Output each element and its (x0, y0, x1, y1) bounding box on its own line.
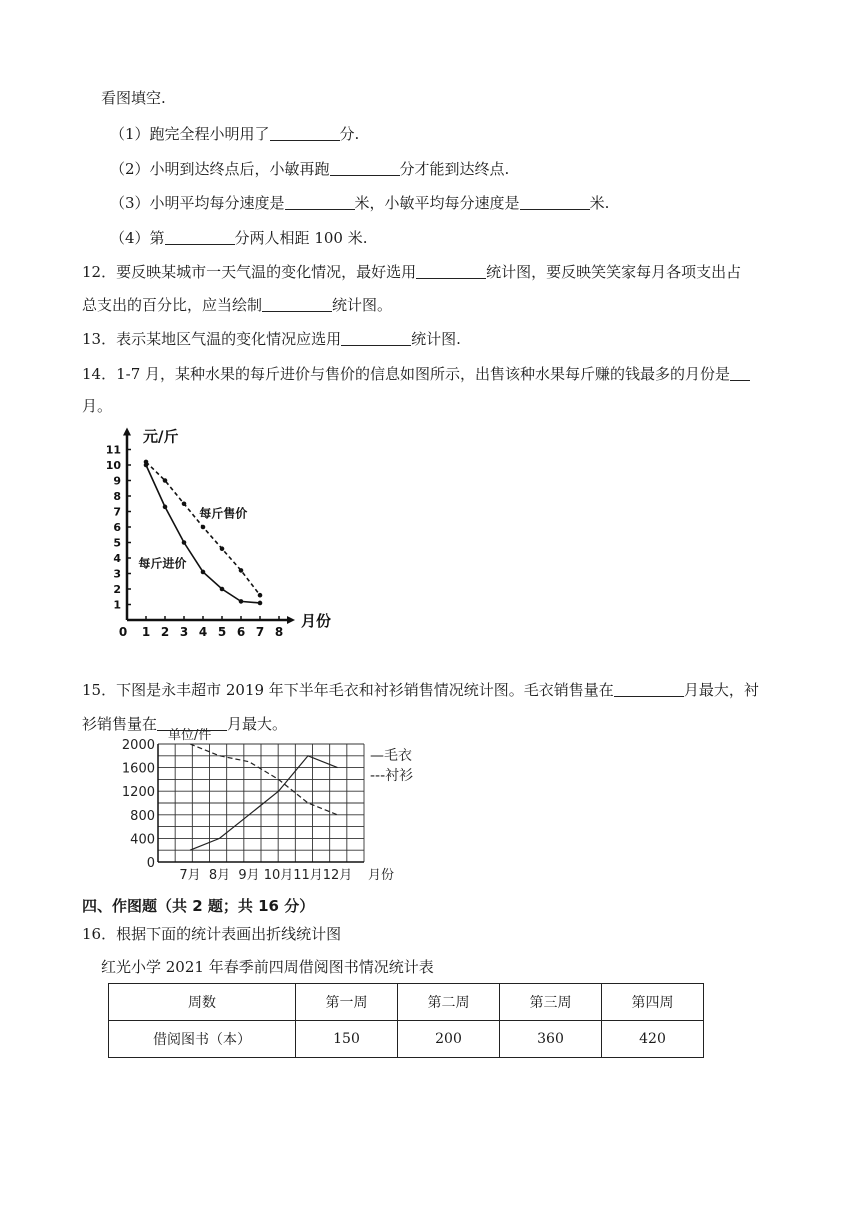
series-label: 每斤进价 (138, 556, 187, 571)
x-tick-label: 8月 (208, 868, 231, 883)
answer-blank[interactable] (416, 262, 486, 279)
data-point (220, 546, 225, 551)
answer-blank[interactable] (520, 193, 590, 210)
x-tick-label: 5 (217, 625, 227, 639)
x-tick-label: 8 (274, 625, 284, 639)
answer-blank[interactable] (730, 364, 750, 381)
y-tick-label: 0 (146, 856, 155, 871)
table-cell: 200 (398, 1021, 500, 1058)
data-point (201, 525, 206, 530)
data-point (182, 540, 187, 545)
question-12-line1 (82, 262, 741, 282)
answer-blank[interactable] (165, 228, 235, 245)
x-tick-label: 11月 (293, 868, 323, 883)
q2-text: （2）小明到达终点后，小敏再跑 (110, 160, 330, 178)
data-point (239, 599, 244, 604)
question-16: 16．根据下面的统计表画出折线统计图 (82, 925, 342, 943)
y-tick-label: 7 (113, 505, 121, 519)
q15-text-2: 衫销售量在 (82, 715, 158, 733)
x-tick-label: 12月 (322, 868, 353, 883)
question-15-line1 (82, 680, 759, 700)
borrow-stats-table (108, 983, 704, 1058)
y-tick-label: 1 (113, 598, 121, 612)
answer-blank[interactable] (341, 329, 411, 346)
y-tick-label: 9 (113, 474, 121, 488)
y-tick-label: 3 (113, 567, 121, 581)
table-cell: 第一周 (296, 984, 398, 1021)
question-1 (110, 124, 359, 144)
q3-unit: 米. (589, 194, 610, 212)
y-axis-label: 元/斤 (143, 427, 179, 446)
y-tick-label: 2000 (121, 738, 155, 753)
q12-text-2: 总支出的百分比，应当绘制 (82, 296, 263, 314)
y-tick-label: 10 (105, 459, 121, 472)
x-tick-label: 7月 (179, 868, 201, 883)
table-cell: 360 (500, 1021, 602, 1058)
q1-unit: 分. (339, 125, 360, 143)
q15-end: 月最大。 (227, 715, 288, 733)
table-cell: 420 (602, 1021, 704, 1058)
y-tick-label: 11 (105, 443, 121, 457)
q4-unit: 分两人相距 100 米. (234, 229, 368, 247)
x-tick-label: 6 (236, 625, 246, 639)
x-tick-label: 10月 (263, 868, 294, 883)
question-4 (110, 228, 367, 248)
data-point (201, 570, 206, 575)
q15-text: 15．下图是永丰超市 2019 年下半年毛衣和衬衫销售情况统计图。毛衣销售量在 (82, 681, 614, 699)
sales-chart (110, 728, 430, 886)
legend-label: ---衬衫 (370, 768, 414, 784)
y-tick-label: 5 (113, 536, 121, 550)
y-tick-label: 8 (113, 490, 121, 503)
answer-blank[interactable] (285, 193, 355, 210)
y-tick-label: 400 (130, 832, 155, 848)
table-cell: 150 (296, 1021, 398, 1058)
data-point (239, 568, 244, 573)
data-point (163, 478, 168, 483)
answer-blank[interactable] (614, 680, 684, 697)
y-tick-label: 6 (113, 521, 121, 534)
y-tick-label: 800 (130, 808, 155, 824)
table-title: 红光小学 2021 年春季前四周借阅图书情况统计表 (101, 958, 434, 976)
q14-text: 14．1-7 月，某种水果的每斤进价与售价的信息如图所示，出售该种水果每斤赚的钱最多的月份是 (82, 365, 731, 383)
q1-text: （1）跑完全程小明用了 (110, 125, 270, 143)
q3-text: （3）小明平均每分速度是 (110, 194, 285, 212)
table-header-row (109, 984, 704, 1021)
legend-label: —毛衣 (370, 748, 412, 764)
q12-text-cont: 统计图，要反映笑笑家每月各项支出占 (486, 263, 742, 281)
question-14-line2: 月。 (82, 397, 113, 415)
x-tick-label: 9月 (238, 868, 260, 883)
x-axis-arrow (287, 616, 295, 624)
table-row (109, 1021, 704, 1058)
x-tick-label: 1 (141, 625, 151, 639)
table-cell: 借阅图书（本） (109, 1021, 296, 1058)
q4-text: （4）第 (110, 229, 165, 247)
q12-text-2-end: 统计图。 (332, 296, 393, 314)
x-tick-label: 7 (255, 625, 265, 639)
y-axis-label: 单位/件 (168, 728, 212, 743)
y-tick-label: 2 (113, 583, 121, 596)
q13-end: 统计图. (411, 330, 461, 348)
question-13 (82, 329, 461, 349)
answer-blank[interactable] (270, 124, 340, 141)
y-axis-arrow (123, 428, 131, 436)
question-3 (110, 193, 609, 213)
fruit-price-chart (100, 424, 360, 644)
table-cell: 第二周 (398, 984, 500, 1021)
y-tick-label: 4 (113, 552, 121, 565)
x-tick-label: 4 (198, 625, 208, 639)
data-point (182, 501, 187, 506)
q12-text: 12．要反映某城市一天气温的变化情况，最好选用 (82, 263, 417, 281)
data-point (163, 505, 168, 510)
series-line (146, 465, 260, 603)
section-heading: 四、作图题（共 2 题；共 16 分） (82, 897, 315, 915)
y-tick-label: 1600 (121, 761, 155, 777)
question-12-line2 (82, 295, 392, 315)
table-cell: 周数 (109, 984, 296, 1021)
data-point (220, 587, 225, 592)
answer-blank[interactable] (262, 295, 332, 312)
q13-text: 13．表示某地区气温的变化情况应选用 (82, 330, 342, 348)
y-tick-label: 1200 (121, 785, 155, 801)
q2-unit: 分才能到达终点. (399, 160, 510, 178)
x-tick-label: 2 (160, 625, 170, 639)
answer-blank[interactable] (330, 159, 400, 176)
x-axis-label: 月份 (301, 612, 332, 630)
table-cell: 第四周 (602, 984, 704, 1021)
data-point (258, 593, 263, 598)
table-cell: 第三周 (500, 984, 602, 1021)
data-point (258, 601, 263, 606)
x-tick-label: 3 (179, 625, 189, 639)
x-tick-label: 0 (118, 625, 128, 639)
x-axis-label: 月份 (368, 868, 395, 883)
intro-text: 看图填空. (101, 89, 166, 107)
q3-mid: 米，小敏平均每分速度是 (354, 194, 520, 212)
series-label: 每斤售价 (199, 506, 248, 521)
data-point (144, 463, 149, 468)
question-2 (110, 159, 509, 179)
q15-text-cont: 月最大，衬 (683, 681, 759, 699)
question-14-line1 (82, 364, 750, 384)
